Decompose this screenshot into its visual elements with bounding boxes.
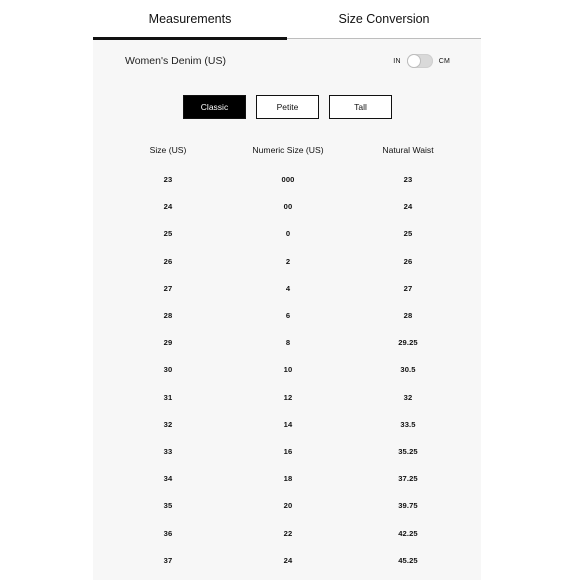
cell-numeric: 22 (283, 528, 293, 538)
fit-classic-button[interactable]: Classic (183, 95, 246, 119)
cell-numeric: 12 (283, 392, 293, 402)
cell-size: 27 (163, 283, 173, 293)
table-row (93, 465, 481, 492)
col-size-us: Size (US) (149, 145, 187, 155)
table-row (93, 248, 481, 275)
cell-numeric: 2 (285, 256, 291, 266)
fit-tall-button[interactable]: Tall (329, 95, 392, 119)
switch-knob (408, 55, 420, 67)
tab-size-conversion[interactable]: Size Conversion (338, 12, 430, 26)
table-row (93, 547, 481, 574)
cell-waist: 28 (403, 311, 413, 321)
cell-size: 33 (163, 446, 173, 456)
cell-waist: 42.25 (398, 528, 418, 538)
cell-numeric: 6 (285, 311, 291, 321)
tabs (93, 0, 481, 39)
cell-size: 24 (163, 202, 173, 212)
table-row (93, 275, 481, 302)
cell-size: 35 (163, 501, 173, 511)
cell-numeric: 10 (283, 365, 293, 375)
cell-waist: 35.25 (398, 446, 418, 456)
table-row (93, 438, 481, 465)
cell-waist: 30.5 (400, 365, 416, 375)
cell-size: 25 (163, 229, 173, 239)
section-title: Women's Denim (US) (125, 55, 226, 67)
cell-size: 23 (163, 175, 173, 185)
cell-numeric: 18 (283, 474, 293, 484)
table-row (93, 193, 481, 220)
table-row (93, 302, 481, 329)
tab-measurements[interactable]: Measurements (93, 0, 287, 38)
cell-waist: 33.5 (400, 419, 416, 429)
table-row (93, 411, 481, 438)
cell-waist: 25 (403, 229, 413, 239)
unit-switch[interactable] (407, 54, 433, 68)
table-body (93, 166, 481, 574)
table-row (93, 220, 481, 247)
section-header (125, 55, 450, 71)
cell-waist: 24 (403, 202, 413, 212)
table-row (93, 519, 481, 546)
cell-numeric: 14 (283, 419, 293, 429)
cell-waist: 27 (403, 283, 413, 293)
cell-numeric: 0 (285, 229, 291, 239)
cell-size: 37 (163, 555, 173, 565)
cell-size: 30 (163, 365, 173, 375)
table-header-row (93, 140, 481, 160)
cell-numeric: 16 (283, 446, 293, 456)
col-natural-waist: Natural Waist (382, 145, 434, 155)
cell-numeric: 24 (283, 555, 293, 565)
cell-numeric: 20 (283, 501, 293, 511)
size-table (93, 140, 481, 574)
table-row (93, 492, 481, 519)
unit-toggle[interactable] (393, 53, 450, 69)
unit-in-label: IN (393, 57, 401, 65)
cell-size: 34 (163, 474, 173, 484)
unit-cm-label: CM (438, 57, 450, 65)
cell-waist: 45.25 (398, 555, 418, 565)
cell-size: 28 (163, 311, 173, 321)
cell-size: 32 (163, 419, 173, 429)
cell-size: 26 (163, 256, 173, 266)
cell-waist: 37.25 (398, 474, 418, 484)
cell-size: 29 (163, 338, 173, 348)
cell-waist: 29.25 (398, 338, 418, 348)
table-row (93, 329, 481, 356)
cell-waist: 26 (403, 256, 413, 266)
cell-waist: 39.75 (398, 501, 418, 511)
cell-waist: 32 (403, 392, 413, 402)
table-row (93, 166, 481, 193)
cell-waist: 23 (403, 175, 413, 185)
fit-petite-button[interactable]: Petite (256, 95, 319, 119)
fit-selector (183, 95, 391, 119)
table-row (93, 384, 481, 411)
cell-numeric: 00 (283, 202, 293, 212)
cell-size: 36 (163, 528, 173, 538)
col-numeric-size: Numeric Size (US) (252, 145, 324, 155)
cell-numeric: 000 (281, 175, 295, 185)
table-row (93, 356, 481, 383)
cell-numeric: 4 (285, 283, 291, 293)
cell-numeric: 8 (285, 338, 291, 348)
cell-size: 31 (163, 392, 173, 402)
